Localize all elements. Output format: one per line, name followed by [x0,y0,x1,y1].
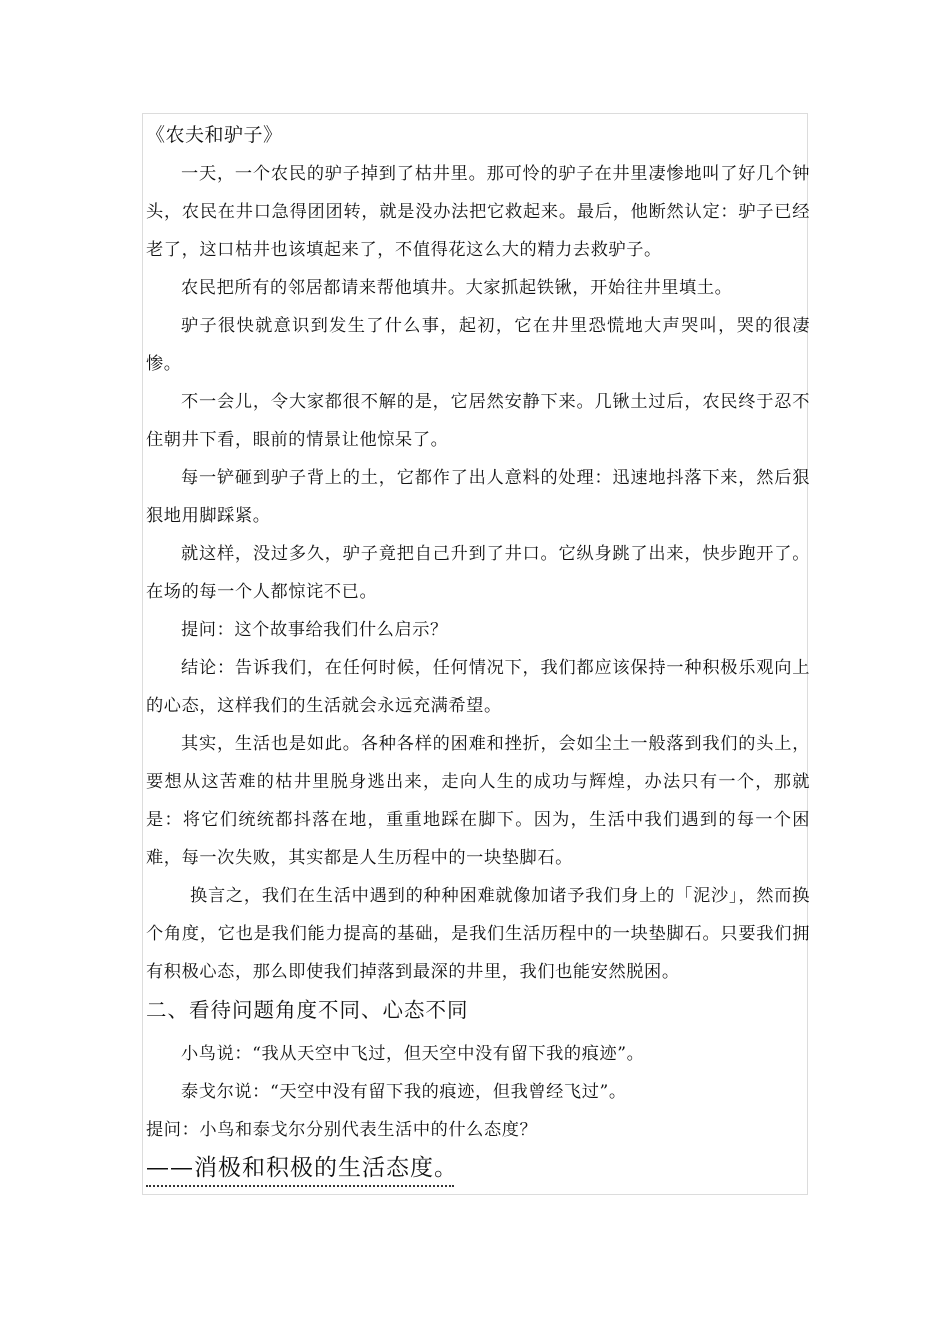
story-title: 《农夫和驴子》 [146,124,283,146]
tagore-quote: 泰戈尔说：“天空中没有留下我的痕迹，但我曾经飞过”。 [181,1082,627,1102]
question-paragraph: 提问：这个故事给我们什么启示？ [181,620,448,640]
story-paragraph-3: 驴子很快就意识到发生了什么事，起初，它在井里恐慌地大声哭叫，哭的很凄惨。 [146,316,810,374]
story-paragraph-5: 每一铲砸到驴子背上的土，它都作了出人意料的处理：迅速地抖落下来，然后狠狠地用脚踩紧。 [146,468,810,526]
story-paragraph-2: 农民把所有的邻居都请来帮他填井。大家抓起铁锹，开始往井里填土。 [181,278,733,298]
section-2-question: 提问：小鸟和泰戈尔分别代表生活中的什么态度？ [146,1120,538,1140]
document-body [146,114,810,1187]
conclusion-paragraph: 结论：告诉我们，在任何时候，任何情况下，我们都应该保持一种积极乐观向上的心态，这样我们的生活就会永远充满希望。 [146,658,810,716]
bird-quote: 小鸟说：“我从天空中飞过，但天空中没有留下我的痕迹”。 [181,1044,645,1064]
reflection-paragraph: 其实，生活也是如此。各种各样的困难和挫折，会如尘土一般落到我们的头上，要想从这苦难的枯井里脱身逃出来，走向人生的成功与辉煌，办法只有一个，那就是：将它们统统都抖落在地，重重地踩在脚下。因为，生活中我们遇到的每一个困难，每一次失败，其实都是人生历程中的一块垫脚石。 [146,734,810,868]
section-2-answer: ——消极和积极的生活态度。 [146,1155,458,1181]
story-paragraph-4: 不一会儿，令大家都很不解的是，它居然安静下来。几锹土过后，农民终于忍不住朝井下看，眼前的情景让他惊呆了。 [146,392,810,450]
dotted-underline [146,1185,454,1187]
restatement-paragraph: 换言之，我们在生活中遇到的种种困难就像加诸予我们身上的「泥沙」，然而换个角度，它也是我们能力提高的基础，是我们生活历程中的一块垫脚石。只要我们拥有积极心态，那么即使我们掉落到最深的井里，我们也能安然脱困。 [146,886,810,982]
story-paragraph-6: 就这样，没过多久，驴子竟把自己升到了井口。它纵身跳了出来，快步跑开了。在场的每一个人都惊诧不已。 [146,544,810,602]
story-paragraph-1: 一天，一个农民的驴子掉到了枯井里。那可怜的驴子在井里凄惨地叫了好几个钟头，农民在井口急得团团转，就是没办法把它救起来。最后，他断然认定：驴子已经老了，这口枯井也该填起来了，不值得花这么大的精力去救驴子。 [146,164,810,260]
section-2-heading: 二、看待问题角度不同、心态不同 [146,998,469,1022]
